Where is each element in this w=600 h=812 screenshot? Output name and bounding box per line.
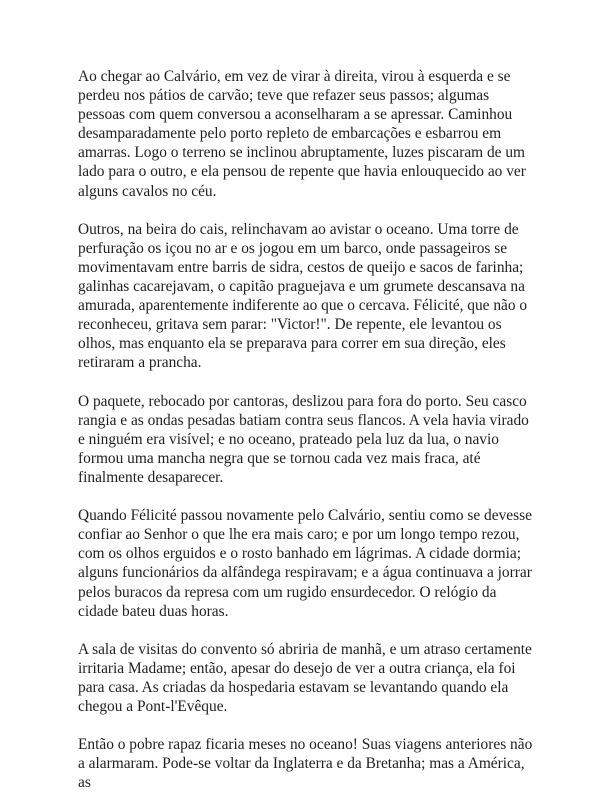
paragraph-4: Quando Félicité passou novamente pelo Calvário, sentiu como se devesse confiar ao Senhor o que lhe era mais caro; e por um longo tempo rezou, com os olhos erguidos e o rosto banhado em lágrimas. A cidade dormia; alguns funcionários da alfândega respiravam; e a água continuava a jorrar pelos buracos da represa com um rugido ensurdecedor. O relógio da cidade bateu duas horas. xyxy=(78,507,532,620)
paragraph-6: Então o pobre rapaz ficaria meses no oceano! Suas viagens anteriores não a alarmaram. Pode-se voltar da Inglaterra e da Bretanha; mas a América, as xyxy=(78,736,533,792)
paragraph-2: Outros, na beira do cais, relinchavam ao avistar o oceano. Uma torre de perfuração os içou no ar e os jogou em um barco, onde passageiros se movimentavam entre barris de sidra, cestos de queijo e sacos de farinha; galinhas cacarejavam, o capitão praguejava e um grumete descansava na amurada, aparentemente indiferente ao que o cercava. Félicité, que não o reconheceu, gritava sem parar: "Victor!". De repente, ele levantou os olhos, mas enquanto ela se preparava para correr em sua direção, eles retiraram a prancha. xyxy=(78,220,528,372)
paragraph-5: A sala de visitas do convento só abriria de manhã, e um atraso certamente irritaria Madame; então, apesar do desejo de ver a outra criança, ela foi para casa. As criadas da hospedaria estavam se levantando quando ela chegou a Pont-l'Evêque. xyxy=(78,640,532,716)
paragraph-3: O paquete, rebocado por cantoras, deslizou para fora do porto. Seu casco rangia e as ondas pesadas batiam contra seus flancos. A vela havia virado e ninguém era visível; e no oceano, prateado pela luz da lua, o navio formou uma mancha negra que se tornou cada vez mais fraca, até finalmente desaparecer. xyxy=(78,392,529,486)
body-text xyxy=(78,67,536,812)
paragraph-1: Ao chegar ao Calvário, em vez de virar à direita, virou à esquerda e se perdeu nos pátios de carvão; teve que refazer seus passos; algumas pessoas com quem conversou a aconselharam a se apressar. Caminhou desamparadamente pelo porto repleto de embarcações e esbarrou em amarras. Logo o terreno se inclinou abruptamente, luzes piscaram de um lado para o outro, e ela pensou de repente que havia enlouquecido ao ver alguns cavalos no céu. xyxy=(78,68,526,200)
